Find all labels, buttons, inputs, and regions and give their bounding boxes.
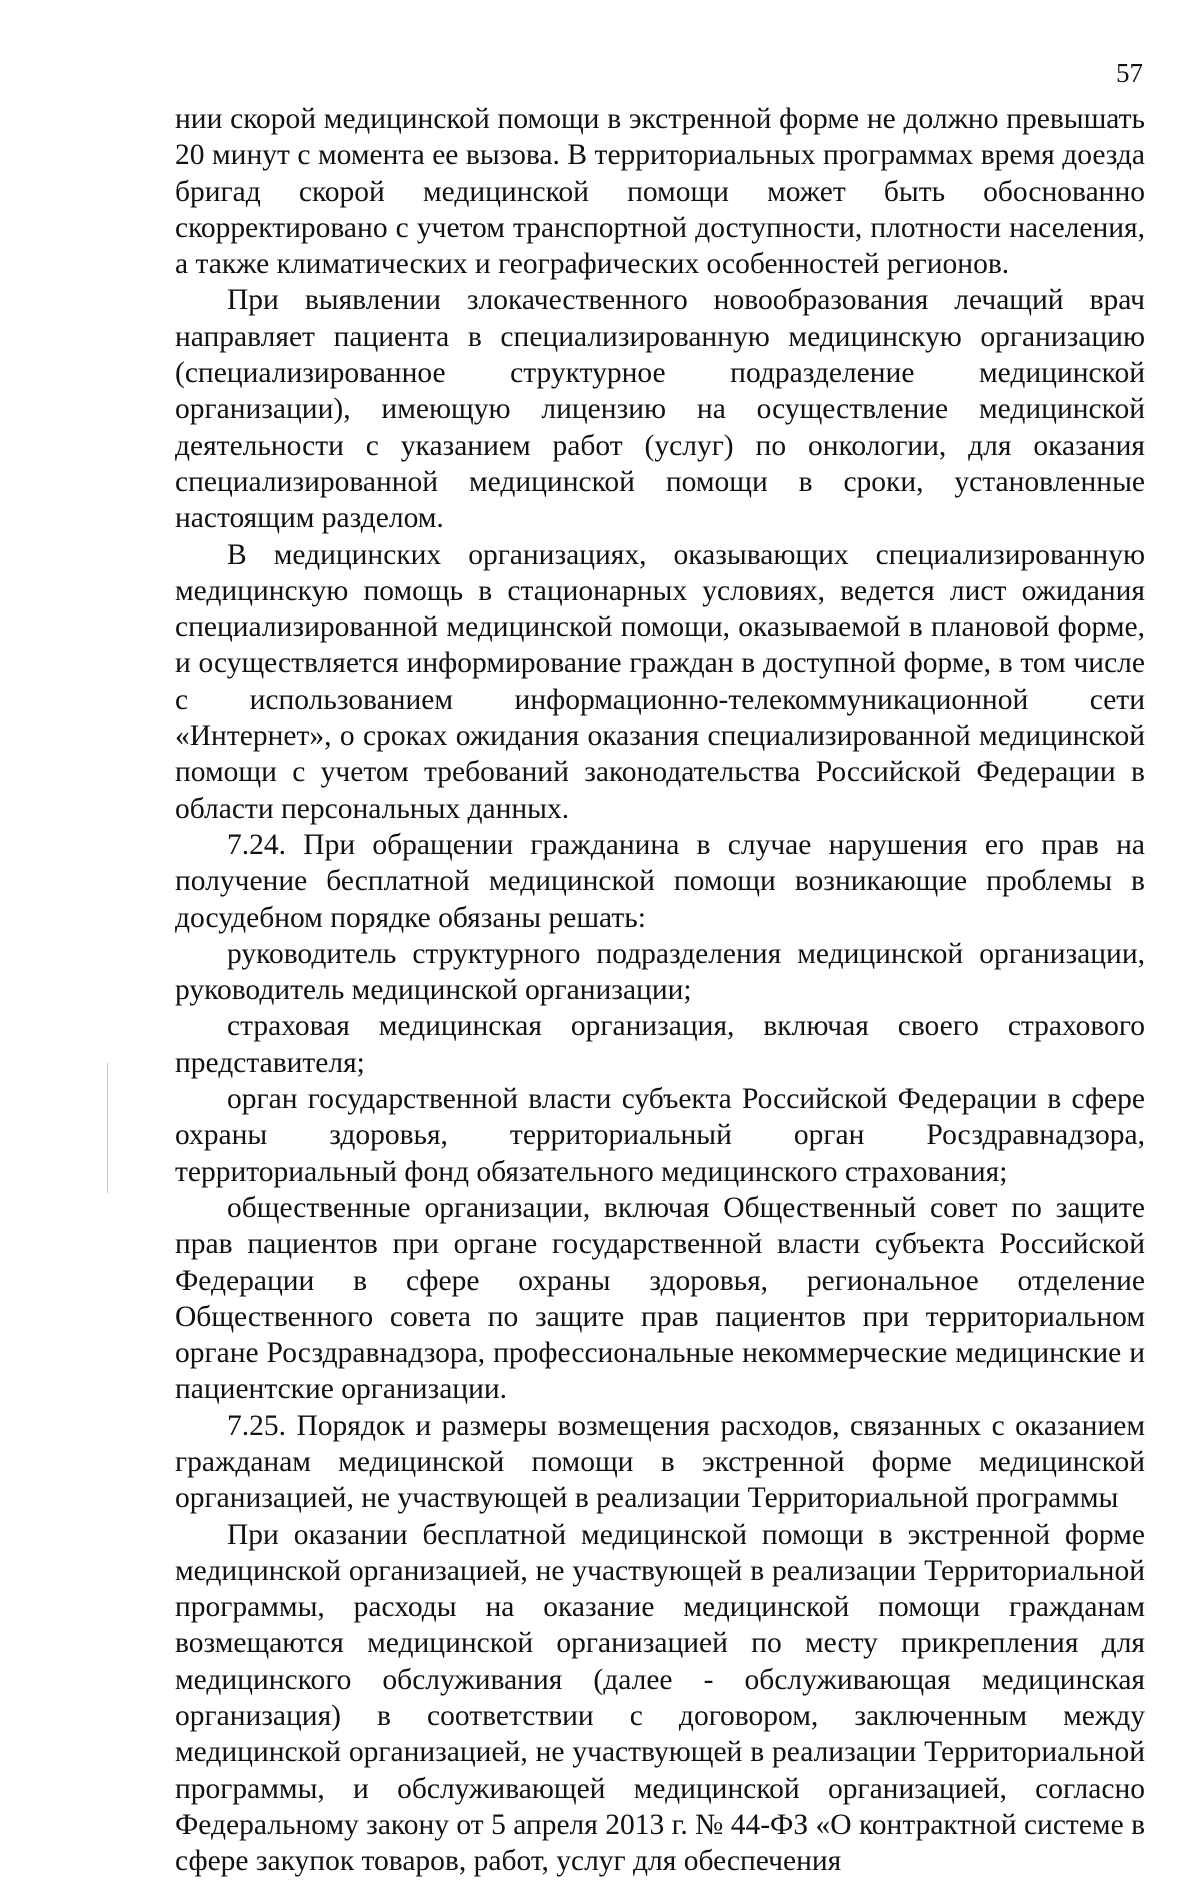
paragraph-8: общественные организации, включая Общественный совет по защите прав пациентов при органе государственной власти субъекта Российской Федерации в сфере охраны здоровья, региональное отделение Общественного совета по защите прав пациентов при территориальном органе Росздравнадзора, профессиональные некоммерческие медицинские и пациентские организации. [175, 1191, 1145, 1406]
paragraph-10: При оказании бесплатной медицинской помощи в экстренной форме медицинской организацией, не участвующей в реализации Территориальной программы, расходы на оказание медицинской помощи гражданам возмещаются медицинской организацией по месту прикрепления для медицинского обслуживания (далее - обслуживающая медицинская организация) в соответствии с договором, заключенным между медицинской организацией, не участвующей в реализации Территориальной программы, и обслуживающей медицинской организацией, согласно Федеральному закону от 5 апреля 2013 г. № 44-ФЗ «О контрактной системе в сфере закупок товаров, работ, услуг для обеспечения [175, 1518, 1145, 1878]
document-body [175, 101, 1145, 1880]
paragraph-3: В медицинских организациях, оказывающих специализированную медицинскую помощь в стационарных условиях, ведется лист ожидания специализированной медицинской помощи, оказываемой в плановой форме, и осуществляется информирование граждан в доступной форме, в том числе с использованием информационно-телекоммуникационной сети «Интернет», о сроках ожидания оказания специализированной медицинской помощи с учетом требований законодательства Российской Федерации в области персональных данных. [175, 538, 1145, 825]
paragraph-5: руководитель структурного подразделения медицинской организации, руководитель медицинской организации; [175, 937, 1145, 1007]
paragraph-7: орган государственной власти субъекта Российской Федерации в сфере охраны здоровья, территориальный орган Росздравнадзора, территориальный фонд обязательного медицинского страхования; [175, 1083, 1145, 1188]
paragraph-4: 7.24. При обращении гражданина в случае нарушения его прав на получение бесплатной медицинской помощи возникающие проблемы в досудебном порядке обязаны решать: [175, 828, 1145, 934]
paragraph-9: 7.25. Порядок и размеры возмещения расходов, связанных с оказанием гражданам медицинской помощи в экстренной форме медицинской организацией, не участвующей в реализации Территориальной программы [175, 1409, 1145, 1515]
paragraph-2: При выявлении злокачественного новообразования лечащий врач направляет пациента в специализированную медицинскую организацию (специализированное структурное подразделение медицинской организации), имеющую лицензию на осуществление медицинской деятельности с указанием работ (услуг) по онкологии, для оказания специализированной медицинской помощи в сроки, установленные настоящим разделом. [175, 284, 1145, 535]
paragraph-6: страховая медицинская организация, включая своего страхового представителя; [175, 1010, 1145, 1079]
scan-margin-line [107, 1063, 108, 1193]
page-number: 57 [1116, 58, 1143, 88]
paragraph-1: нии скорой медицинской помощи в экстренной форме не должно превышать 20 минут с момента ее вызова. В территориальных программах время доезда бригад скорой медицинской помощи может быть обоснованно скорректировано с учетом транспортной доступности, плотности населения, а также климатических и географических особенностей регионов. [175, 103, 1145, 281]
